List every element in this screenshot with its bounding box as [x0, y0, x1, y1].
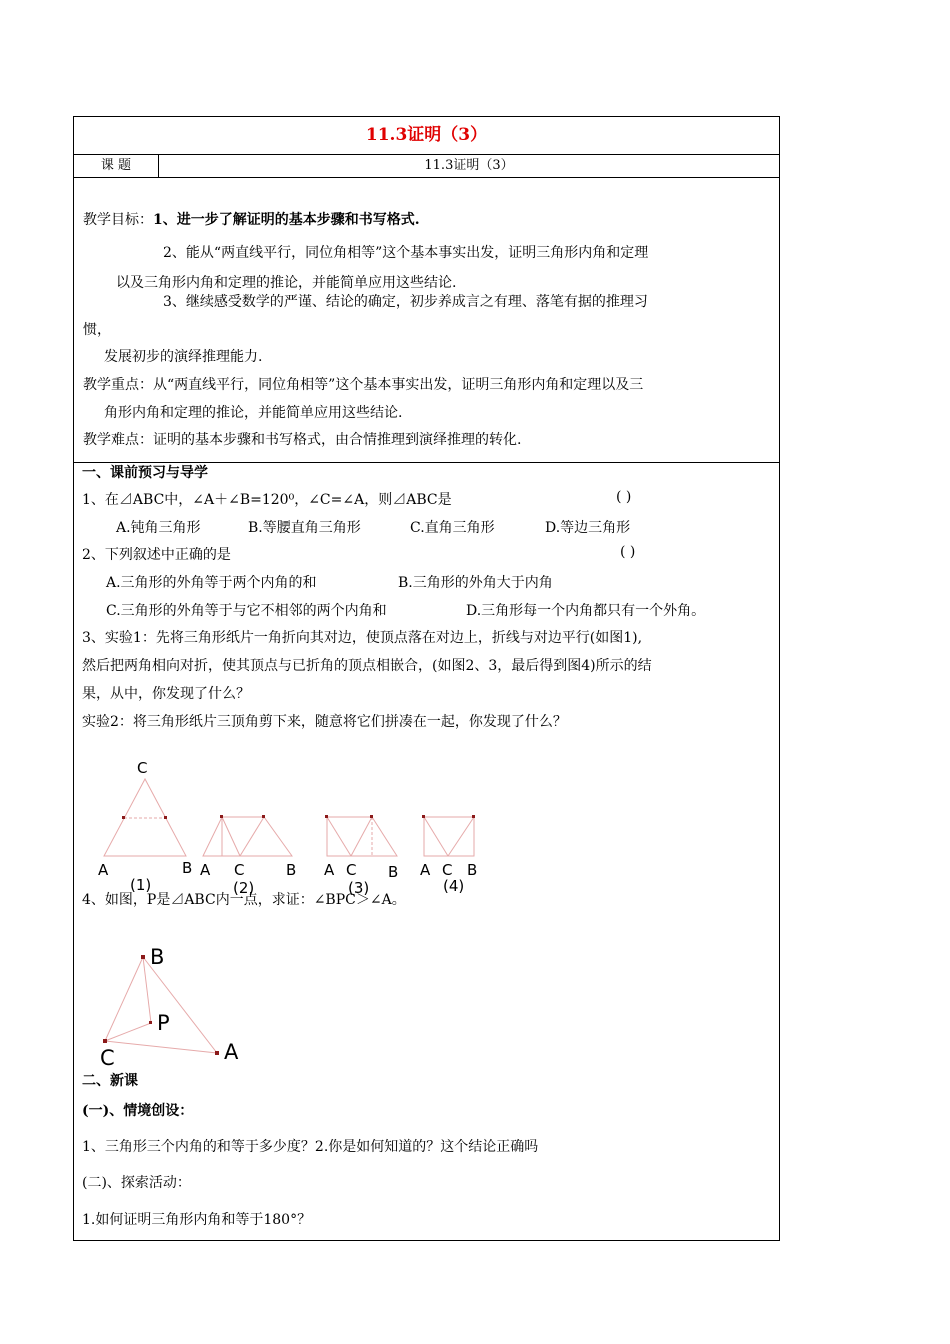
fig4-label-a: A — [420, 861, 431, 879]
q2-option-a: A.三角形的外角等于两个内角的和 — [106, 575, 317, 591]
focus-line-2: 角形内角和定理的推论，并能简单应用这些结论. — [104, 405, 403, 421]
q2-option-b: B.三角形的外角大于内角 — [398, 575, 553, 591]
q1-option-c: C.直角三角形 — [410, 520, 495, 536]
scenario-heading: (一)、情境创设： — [82, 1103, 194, 1119]
fig2-label-b: B — [286, 861, 297, 879]
question-1: 1、在⊿ABC中，∠A＋∠B=120⁰，∠C=∠A，则⊿ABC是 — [82, 492, 452, 508]
fig1-label-b: B — [182, 859, 193, 877]
difficulty-line: 教学难点：证明的基本步骤和书写格式，由合情推理到演绎推理的转化. — [83, 432, 522, 448]
scenario-question: 1、三角形三个内角的和等于多少度？2.你是如何知道的？这个结论正确吗 — [82, 1139, 539, 1155]
fig2-label-c: C — [234, 861, 245, 879]
fig1-caption: (1) — [130, 876, 152, 894]
goal-2-line-1: 2、能从“两直线平行，同位角相等”这个基本事实出发，证明三角形内角和定理 — [163, 245, 649, 261]
q1-option-d: D.等边三角形 — [545, 520, 631, 536]
exploration-question: 1.如何证明三角形内角和等于180°？ — [82, 1212, 312, 1228]
question-2-bracket: ( ) — [620, 544, 636, 560]
fig3-label-c: C — [346, 861, 357, 879]
question-2: 2、下列叙述中正确的是 — [82, 547, 231, 563]
page-title: 11.3证明（3） — [74, 117, 779, 155]
q1-option-b: B.等腰直角三角形 — [248, 520, 361, 536]
fig1-label-a: A — [98, 861, 109, 879]
q1-option-a: A.钝角三角形 — [116, 520, 201, 536]
goal-line-1: 教学目标：1、进一步了解证明的基本步骤和书写格式. — [83, 212, 420, 228]
exploration-heading: (二)、探索活动： — [82, 1175, 191, 1191]
fig2-caption: (2) — [233, 879, 255, 897]
goal-3-line-1: 3、继续感受数学的严谨、结论的确定，初步养成言之有理、落笔有据的推理习 — [163, 294, 648, 310]
new-lesson-heading: 二、新课 — [82, 1073, 138, 1089]
fig4-caption: (4) — [443, 877, 465, 895]
fig4-label-c: C — [442, 861, 453, 879]
fig3-label-b: B — [388, 863, 399, 881]
fig5-label-b: B — [150, 945, 165, 969]
fig3-caption: (3) — [348, 879, 370, 897]
goal-3-line-3: 发展初步的演绎推理能力. — [104, 349, 263, 365]
subject-label: 课 题 — [74, 154, 159, 177]
question-3-line-2: 然后把两角相向对折，使其顶点与已折角的顶点相嵌合，(如图2、3，最后得到图4)所示的结 — [82, 658, 652, 674]
fig5-label-a: A — [224, 1040, 239, 1064]
focus-line-1: 教学重点：从“两直线平行，同位角相等”这个基本事实出发，证明三角形内角和定理以及三 — [83, 377, 644, 393]
q2-option-c: C.三角形的外角等于与它不相邻的两个内角和 — [106, 603, 387, 619]
question-1-bracket: ( ) — [616, 489, 632, 505]
goal-2-line-2: 以及三角形内角和定理的推论，并能简单应用这些结论. — [116, 275, 457, 291]
fig5-label-p: P — [157, 1011, 170, 1035]
question-3-line-3: 果，从中，你发现了什么？ — [82, 686, 250, 702]
experiment-2: 实验2：将三角形纸片三顶角剪下来，随意将它们拼凑在一起，你发现了什么？ — [82, 714, 567, 730]
question-3-line-1: 3、实验1：先将三角形纸片一角折向其对边，使顶点落在对边上，折线与对边平行(如图1), — [82, 630, 643, 646]
fig1-label-c: C — [137, 759, 148, 777]
fig4-label-b: B — [467, 861, 478, 879]
goal-3-line-2: 惯， — [83, 322, 111, 338]
subject-value: 11.3证明（3） — [424, 158, 514, 173]
fig5-label-c: C — [100, 1046, 115, 1070]
fig2-label-a: A — [200, 861, 211, 879]
question-4: 4、如图，P是⊿ABC内一点，求证：∠BPC＞∠A。 — [82, 892, 406, 908]
fig3-label-a: A — [324, 861, 335, 879]
q2-option-d: D.三角形每一个内角都只有一个外角。 — [466, 603, 706, 619]
preview-heading: 一、课前预习与导学 — [82, 465, 208, 481]
